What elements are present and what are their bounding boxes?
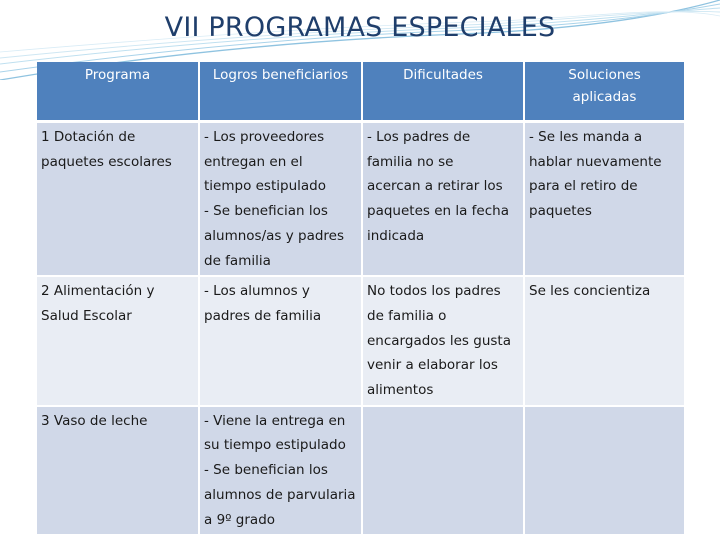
- table-header-row: [37, 62, 684, 122]
- cell-soluciones: - Se les manda a hablar nuevamente para el retiro de paquetes: [524, 122, 684, 277]
- header-soluciones-aplicadas: Soluciones aplicadas: [524, 62, 684, 122]
- slide-title: VII PROGRAMAS ESPECIALES: [164, 12, 556, 43]
- header-programa: Programa: [37, 62, 199, 122]
- cell-soluciones: [524, 406, 684, 536]
- table-row: [37, 122, 684, 277]
- cell-programa: 3 Vaso de leche: [37, 406, 199, 536]
- table-row: [37, 406, 684, 536]
- cell-dificultades: - Los padres de familia no se acercan a retirar los paquetes en la fecha indicada: [362, 122, 524, 277]
- cell-logros: - Los alumnos y padres de familia: [199, 276, 362, 406]
- cell-programa: 1 Dotación de paquetes escolares: [37, 122, 199, 277]
- cell-programa: 2 Alimentación y Salud Escolar: [37, 276, 199, 406]
- table-row: [37, 276, 684, 406]
- cell-soluciones: Se les concientiza: [524, 276, 684, 406]
- cell-logros: - Viene la entrega en su tiempo estipulado - Se benefician los alumnos de parvularia a 9º grado: [199, 406, 362, 536]
- header-logros-beneficiarios: Logros beneficiarios: [199, 62, 362, 122]
- cell-dificultades: [362, 406, 524, 536]
- header-dificultades: Dificultades: [362, 62, 524, 122]
- programs-table: [37, 62, 684, 536]
- cell-logros: - Los proveedores entregan en el tiempo estipulado - Se benefician los alumnos/as y padres de familia: [199, 122, 362, 277]
- cell-dificultades: No todos los padres de familia o encargados les gusta venir a elaborar los alimentos: [362, 276, 524, 406]
